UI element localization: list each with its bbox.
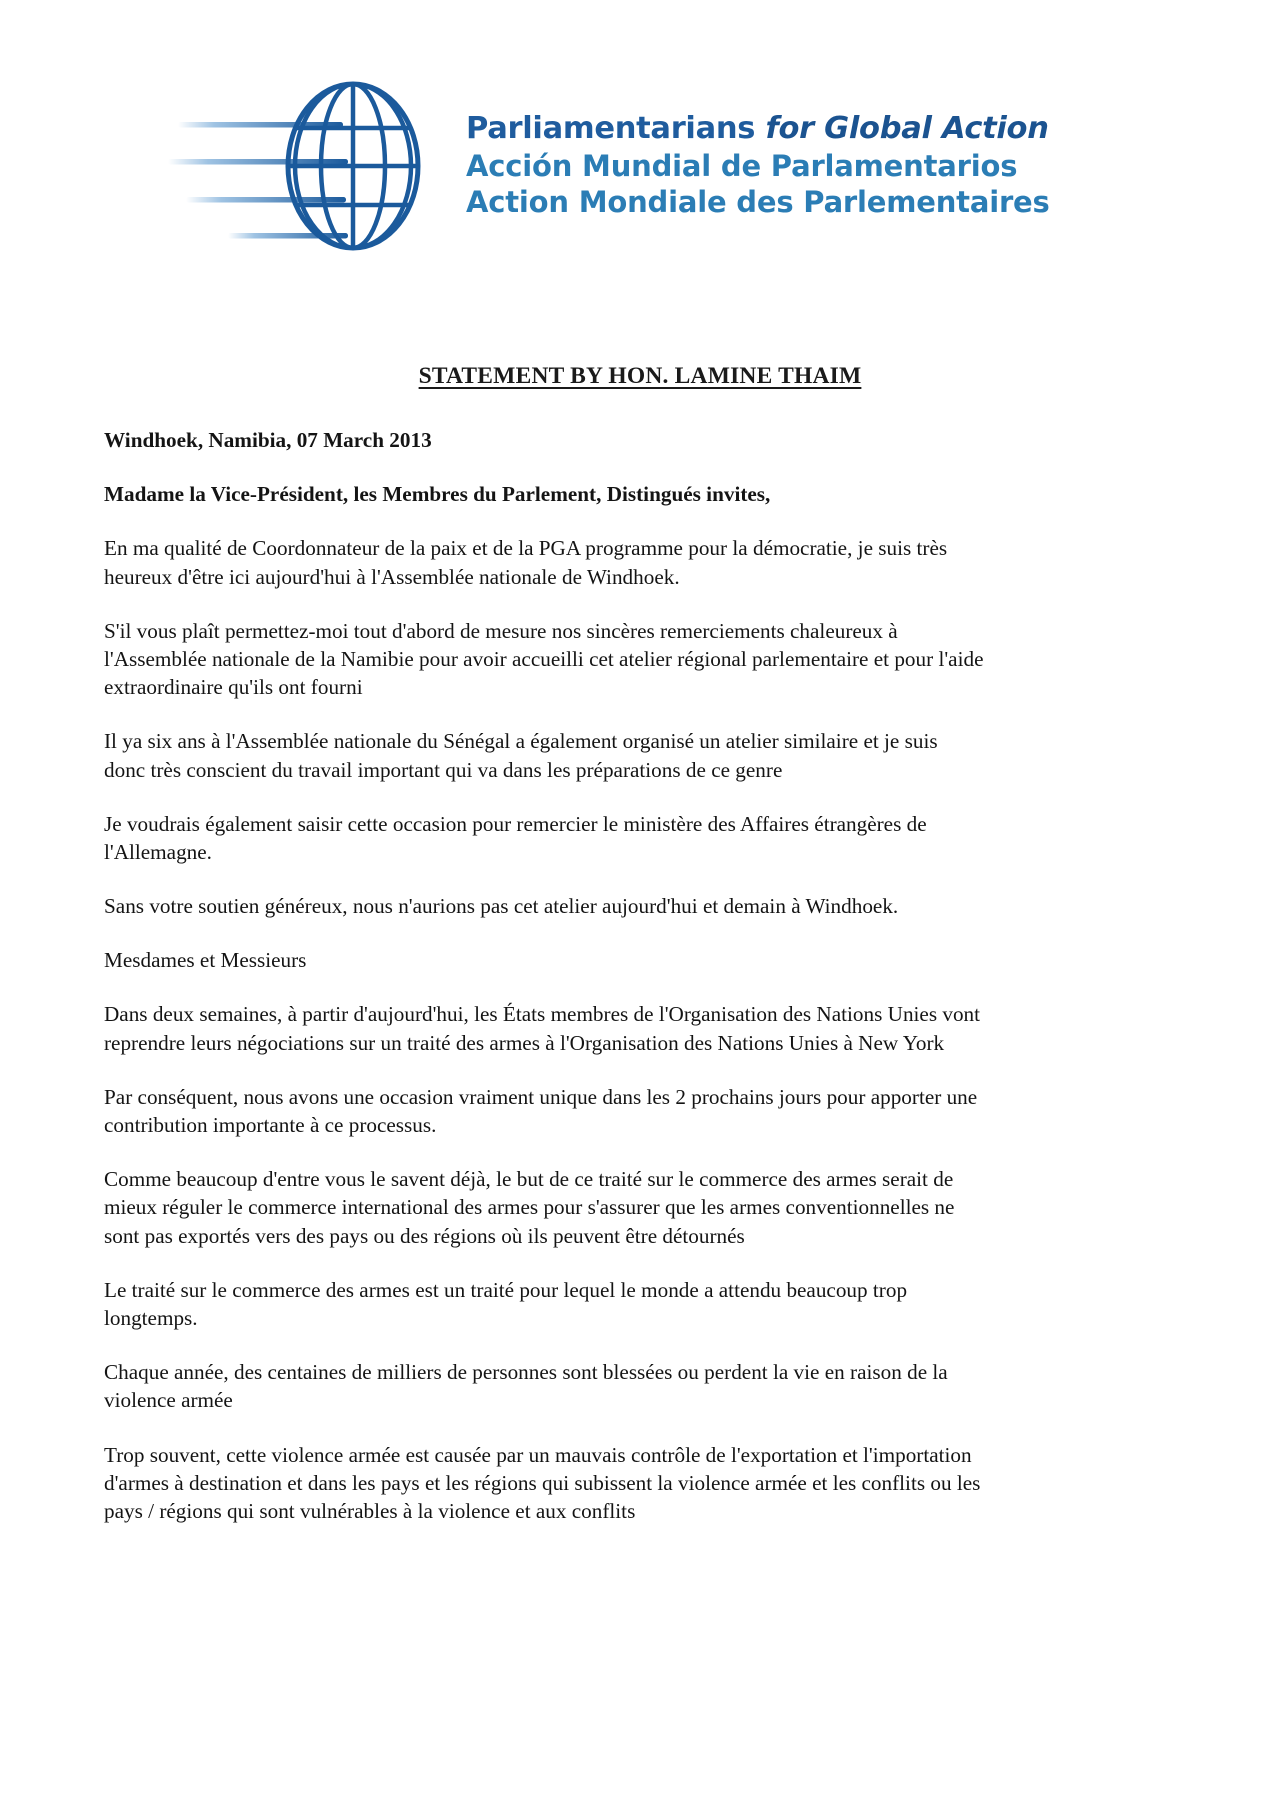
logo-line-english-plain: Parliamentarians bbox=[466, 111, 766, 147]
paragraph: Trop souvent, cette violence armée est causée par un mauvais contrôle de l'exportation et l'importation d'armes à destination et dans les pays et les régions qui subissent la violence armée et les conflits ou les pays / régions qui sont vulnérables à la violence et aux conflits bbox=[104, 1442, 981, 1523]
spacer bbox=[104, 988, 984, 1000]
spacer bbox=[104, 880, 984, 892]
paragraph: Le traité sur le commerce des armes est un traité pour lequel le monde a attendu beaucoup trop longtemps. bbox=[104, 1277, 908, 1330]
spacer bbox=[104, 522, 984, 534]
paragraph: Chaque année, des centaines de milliers de personnes sont blessées ou perdent la vie en raison de la violence armée bbox=[104, 1360, 948, 1413]
logo-line-english-italic: for Global Action bbox=[765, 111, 1049, 147]
spacer bbox=[104, 468, 984, 480]
letterhead bbox=[0, 78, 1280, 253]
dateline: Windhoek, Namibia, 07 March 2013 bbox=[104, 428, 432, 452]
page-title bbox=[0, 363, 1280, 390]
spacer bbox=[104, 605, 984, 617]
spacer bbox=[104, 934, 984, 946]
page-title-text: STATEMENT BY HON. LAMINE THAIM bbox=[418, 363, 862, 389]
paragraph: Comme beaucoup d'entre vous le savent déjà, le but de ce traité sur le commerce des armes serait de mieux réguler le commerce international des armes pour s'assurer que les armes conventionnelles ne sont pas exportés vers des pays ou des régions où ils peuvent être détournés bbox=[104, 1167, 955, 1248]
logo-line-french: Action Mondiale des Parlementaires bbox=[466, 184, 1050, 219]
document-body bbox=[104, 398, 984, 1539]
spacer bbox=[104, 1153, 984, 1165]
globe-with-motion-lines-icon bbox=[168, 81, 458, 251]
spacer bbox=[104, 1071, 984, 1083]
spacer bbox=[104, 1346, 984, 1358]
paragraph: En ma qualité de Coordonnateur de la paix et de la PGA programme pour la démocratie, je suis très heureux d'être ici aujourd'hui à l'Assemblée nationale de Windhoek. bbox=[104, 536, 948, 589]
paragraph: Mesdames et Messieurs bbox=[104, 948, 307, 973]
paragraph: Il ya six ans à l'Assemblée nationale du Sénégal a également organisé un atelier similaire et je suis donc très conscient du travail important qui va dans les préparations de ce genre bbox=[104, 729, 938, 782]
logo-line-english bbox=[466, 111, 1050, 147]
paragraph: S'il vous plaît permettez-moi tout d'abord de mesure nos sincères remerciements chaleureux à l'Assemblée nationale de la Namibie pour avoir accueilli cet atelier régional parlementaire et pour l'aide extraordinaire qu'ils ont fourni bbox=[104, 618, 984, 700]
spacer bbox=[104, 398, 984, 426]
logo-line-spanish: Acción Mundial de Parlamentarios bbox=[466, 148, 1018, 183]
spacer bbox=[104, 1264, 984, 1276]
paragraph: Par conséquent, nous avons une occasion vraiment unique dans les 2 prochains jours pour apporter une contribution importante à ce processus. bbox=[104, 1084, 978, 1137]
salutation: Madame la Vice-Président, les Membres du Parlement, Distingués invites, bbox=[104, 482, 771, 507]
paragraph: Sans votre soutien généreux, nous n'aurions pas cet atelier aujourd'hui et demain à Windhoek. bbox=[104, 894, 899, 919]
spacer bbox=[104, 798, 984, 810]
spacer bbox=[104, 1429, 984, 1441]
spacer bbox=[104, 715, 984, 727]
paragraph: Je voudrais également saisir cette occasion pour remercier le ministère des Affaires étrangères de l'Allemagne. bbox=[104, 811, 927, 864]
paragraph: Dans deux semaines, à partir d'aujourd'hui, les États membres de l'Organisation des Nations Unies vont reprendre leurs négociations sur un traité des armes à l'Organisation des Nations Unies à New York bbox=[104, 1002, 981, 1055]
logo-wordmark bbox=[466, 111, 1050, 219]
